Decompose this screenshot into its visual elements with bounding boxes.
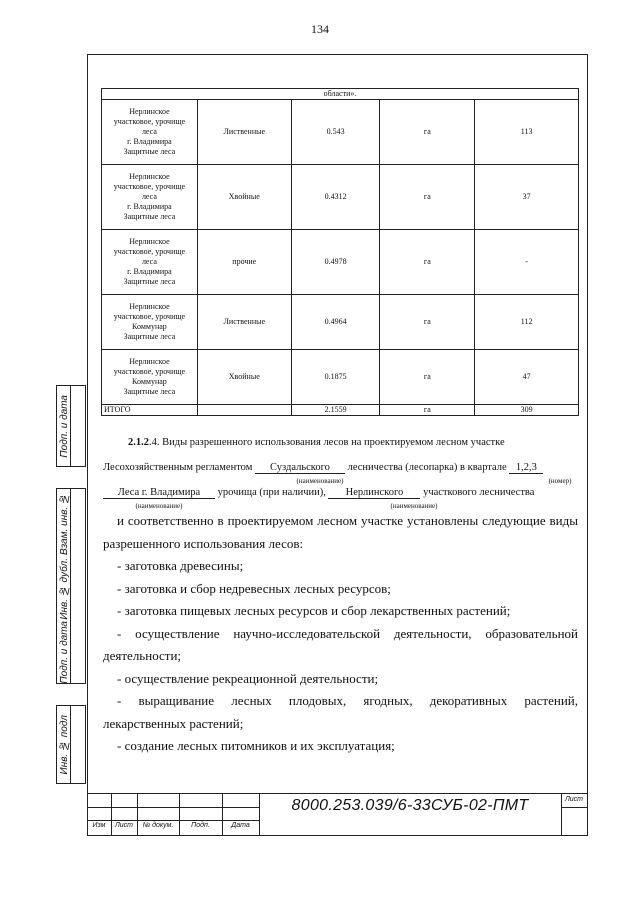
table-row — [102, 165, 579, 230]
sheet-label: Лист — [564, 796, 584, 803]
table-row — [102, 100, 579, 165]
reglament-middle: лесничества (лесопарка) в квартале — [347, 462, 507, 473]
cell-species: прочие — [197, 230, 291, 295]
cell-value: 47 — [475, 350, 579, 405]
table-continuation-row — [102, 89, 579, 100]
cell-species: Хвойные — [197, 165, 291, 230]
cell-species: Хвойные — [197, 350, 291, 405]
list-item: - заготовка древесины; — [117, 558, 244, 573]
hint-quarter-number: (номер) — [548, 477, 572, 485]
cell-total-label: ИТОГО — [102, 405, 198, 416]
reglament-prefix: Лесохозяйственным регламентом — [103, 462, 253, 473]
cell-value: - — [475, 230, 579, 295]
stamp-label: Инв. № дубл. — [58, 558, 70, 620]
col-list: Лист — [114, 822, 134, 829]
cell-area: 0.4964 — [291, 295, 380, 350]
hint-forestry-name: (наименование) — [296, 477, 344, 485]
reglament-line-1 — [103, 462, 543, 474]
title-block — [87, 793, 588, 836]
reglament-line-2 — [103, 487, 534, 499]
stamp-label: Подп. и дата — [58, 394, 70, 458]
hint-district-name: (наименование) — [390, 502, 438, 510]
cell-species: Лиственные — [197, 295, 291, 350]
table-row — [102, 295, 579, 350]
cell-unit: га — [380, 230, 475, 295]
tract-name-field: Леса г. Владимира — [103, 487, 215, 499]
page-number: 134 — [311, 22, 329, 36]
col-data: Дата — [231, 822, 250, 829]
cell-unit: га — [380, 165, 475, 230]
cell-unit: га — [380, 100, 475, 165]
list-item: - осуществление рекреационной деятельности; — [117, 670, 379, 686]
cell-location: Нерлинское участковое, урочище Коммунар Защитные леса — [102, 295, 198, 350]
cell-value: 37 — [475, 165, 579, 230]
hint-tract-name: (наименование) — [135, 502, 183, 510]
section-heading — [128, 437, 505, 448]
usage-intro: и соответственно в проектируемом лесном участке установлены следующие виды разрешенного использования лесов: — [103, 513, 578, 551]
col-dokum: № докум. — [142, 822, 174, 829]
stamp-podp-data-1 — [56, 385, 86, 467]
cell-total-value: 309 — [475, 405, 579, 416]
cell-location: Нерлинское участковое, урочище леса г. Владимира Защитные леса — [102, 165, 198, 230]
cell-unit: га — [380, 350, 475, 405]
stamp-label: Подп. и дата — [58, 620, 70, 684]
cell-area: 0.4312 — [291, 165, 380, 230]
district-suffix: участкового лесничества — [423, 487, 535, 498]
list-item: - создание лесных питомников и их эксплуатация; — [117, 738, 395, 753]
section-title: Виды разрешенного использования лесов на проектируемом лесном участке — [159, 437, 505, 448]
section-number: 2.1.2 — [128, 437, 149, 448]
usage-list — [103, 510, 578, 758]
list-item: - выращивание лесных плодовых, ягодных, декоративных растений, лекарственных растений; — [103, 693, 578, 731]
cell-location: Нерлинское участковое, урочище Коммунар Защитные леса — [102, 350, 198, 405]
table-continuation: области». — [102, 89, 579, 100]
forestry-name-field: Суздальского — [255, 462, 345, 474]
document-code: 8000.253.039/6-33СУБ-02-ПМТ — [291, 797, 529, 814]
stamp-inv-podl — [56, 705, 86, 784]
table-row — [102, 350, 579, 405]
section-number-suffix: .4. — [149, 437, 160, 448]
cell-unit: га — [380, 295, 475, 350]
list-item: - заготовка пищевых лесных ресурсов и сбор лекарственных растений; — [117, 603, 511, 618]
list-item: - заготовка и сбор недревесных лесных ресурсов; — [117, 580, 391, 596]
quarter-number-field: 1,2,3 — [509, 462, 543, 474]
col-podp: Подп. — [191, 822, 210, 829]
cell-value: 112 — [475, 295, 579, 350]
cell-area: 0.4978 — [291, 230, 380, 295]
stamp-label: Инв. № подл — [58, 714, 70, 775]
cell-empty — [197, 405, 291, 416]
district-name-field: Нерлинского — [328, 487, 420, 499]
cell-area: 0.1875 — [291, 350, 380, 405]
table-row — [102, 230, 579, 295]
stamp-inv-group — [56, 488, 86, 684]
cell-total-area: 2.1559 — [291, 405, 380, 416]
cell-total-unit: га — [380, 405, 475, 416]
table-total-row — [102, 405, 579, 416]
cell-location: Нерлинское участковое, урочище леса г. Владимира Защитные леса — [102, 100, 198, 165]
cell-area: 0.543 — [291, 100, 380, 165]
col-izm: Изм — [92, 822, 106, 829]
cell-location: Нерлинское участковое, урочище леса г. Владимира Защитные леса — [102, 230, 198, 295]
forest-area-table — [101, 88, 579, 416]
tract-suffix: урочища (при наличии), — [217, 487, 326, 498]
stamp-label: Взам. инв. № — [58, 492, 70, 556]
list-item: - осуществление научно-исследовательской деятельности, образовательной деятельности; — [103, 625, 578, 663]
cell-value: 113 — [475, 100, 579, 165]
cell-species: Лиственные — [197, 100, 291, 165]
